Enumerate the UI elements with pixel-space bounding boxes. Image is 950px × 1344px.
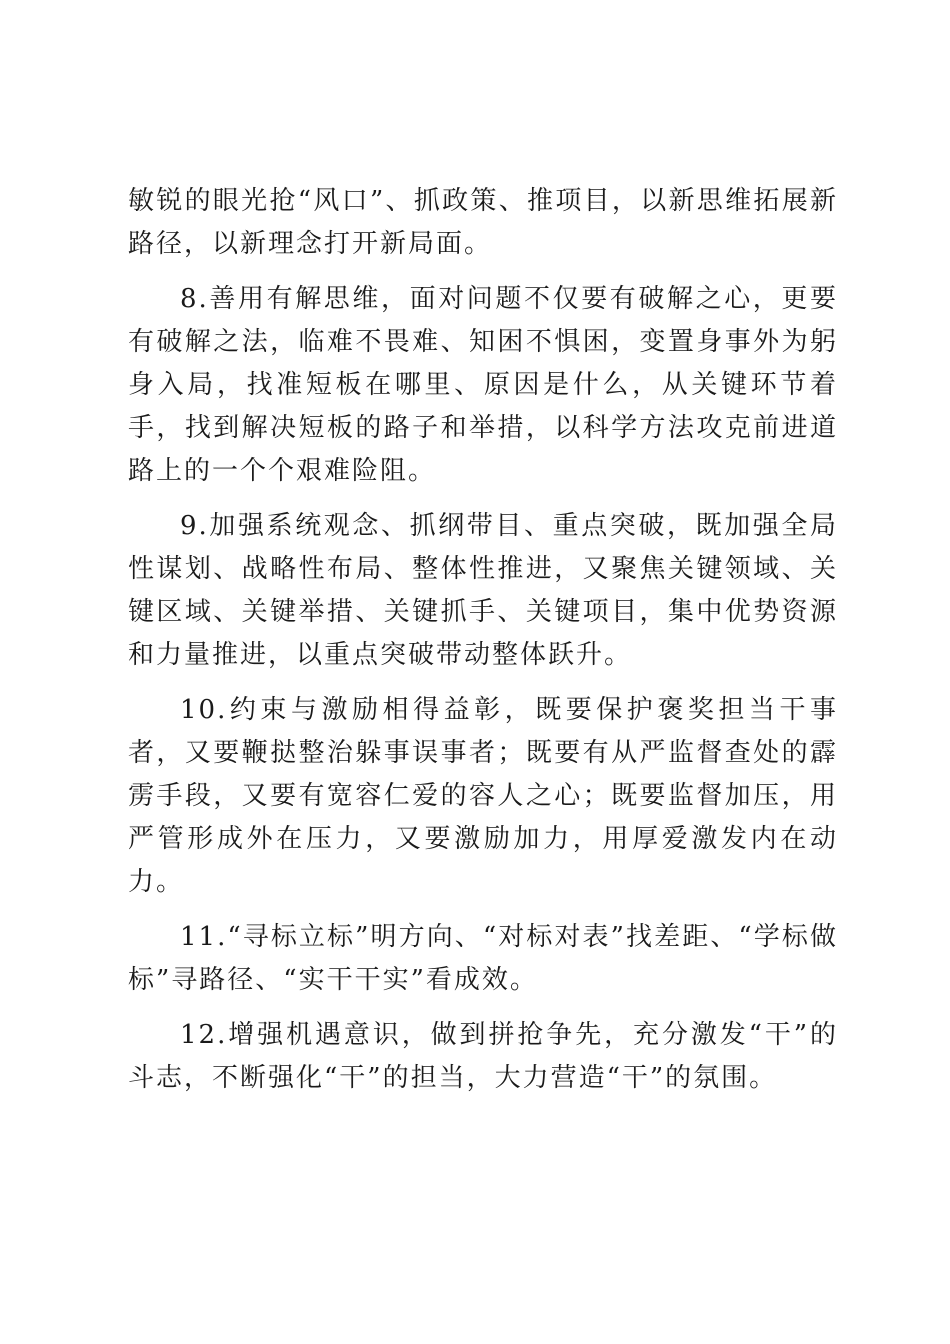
paragraph-item-12: 12.增强机遇意识，做到拼抢争先，充分激发“干”的斗志，不断强化“干”的担当，大力营造“干”的氛围。 xyxy=(128,1020,838,1093)
paragraph-item-9: 9.加强系统观念、抓纲带目、重点突破，既加强全局性谋划、战略性布局、整体性推进，又聚焦关键领域、关键区域、关键举措、关键抓手、关键项目，集中优势资源和力量推进，以重点突破带动整体跃升。 xyxy=(128,511,838,670)
paragraph-item-8: 8.善用有解思维，面对问题不仅要有破解之心，更要有破解之法，临难不畏难、知困不惧困，变置身事外为躬身入局，找准短板在哪里、原因是什么，从关键环节着手，找到解决短板的路子和举措，以科学方法攻克前进道路上的一个个艰难险阻。 xyxy=(128,284,838,486)
document-body xyxy=(128,180,838,1112)
paragraph-item-10: 10.约束与激励相得益彰，既要保护褒奖担当干事者，又要鞭挞整治躲事误事者；既要有从严监督查处的霹雳手段，又要有宽容仁爱的容人之心；既要监督加压，用严管形成外在压力，又要激励加力，用厚爱激发内在动力。 xyxy=(128,695,838,897)
paragraph-continuation: 敏锐的眼光抢“风口”、抓政策、推项目，以新思维拓展新路径，以新理念打开新局面。 xyxy=(128,186,838,259)
paragraph-item-11: 11.“寻标立标”明方向、“对标对表”找差距、“学标做标”寻路径、“实干干实”看成效。 xyxy=(128,922,838,995)
